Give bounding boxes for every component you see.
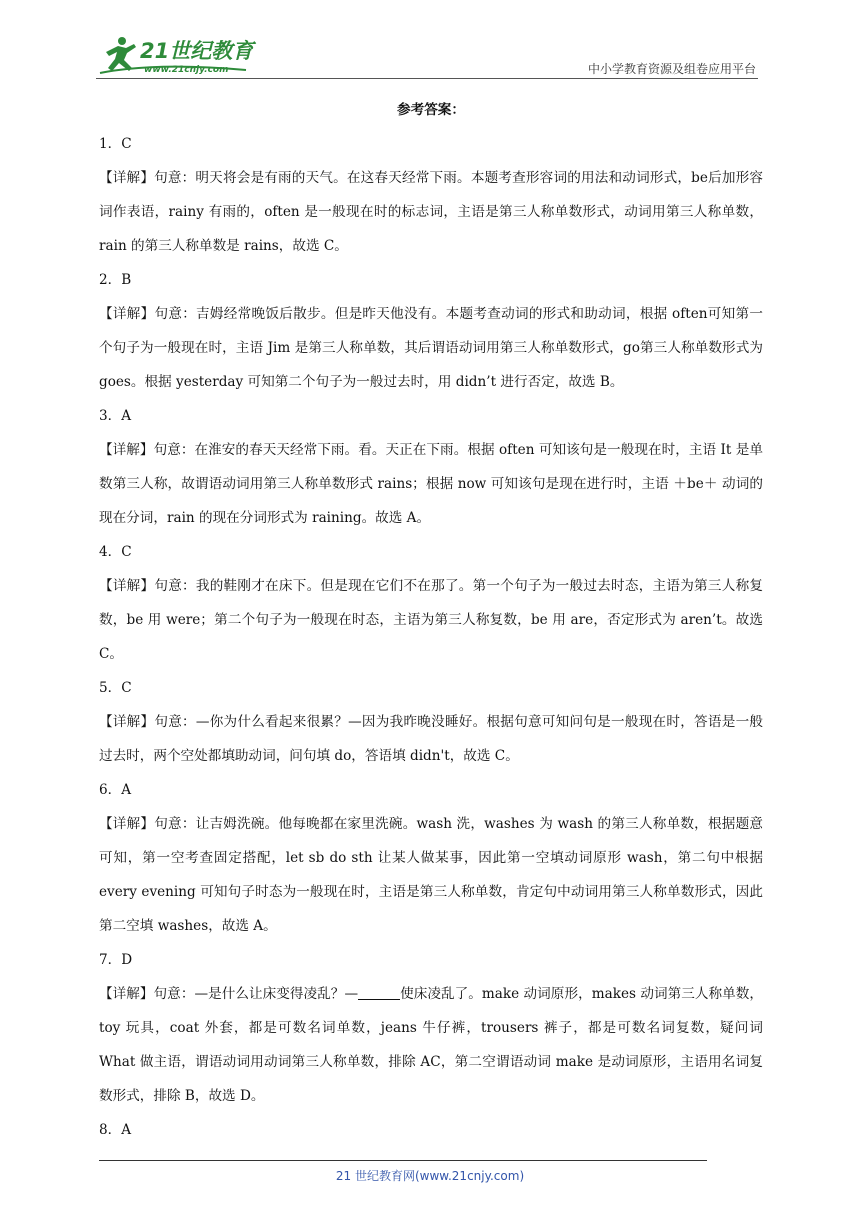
answer-item-8 <box>99 1113 763 1147</box>
answer-explanation <box>99 977 763 1113</box>
platform-name: 中小学教育资源及组卷应用平台 <box>587 62 756 76</box>
answer-label: 6．A <box>99 782 132 798</box>
answer-label: 4．C <box>99 544 132 560</box>
footer-divider <box>99 1160 707 1161</box>
answer-key <box>99 93 763 1147</box>
answer-label: 5．C <box>99 680 132 696</box>
answer-item-6 <box>99 773 763 943</box>
answer-item-5 <box>99 671 763 773</box>
answer-label: 3．A <box>99 408 132 424</box>
svg-text:21世纪教育: 21世纪教育 <box>140 39 254 63</box>
explanation-lead: 【详解】句意：—是什么让床变得凌乱？— <box>99 986 359 1002</box>
answer-explanation: 【详解】句意：我的鞋刚才在床下。但是现在它们不在那了。第一个句子为一般过去时态，主语为第三人称复数，be 用 were；第二个句子为一般现在时态，主语为第三人称复数，be 用 are，否定形式为 aren’t。故选 C。 <box>99 578 763 662</box>
answer-explanation: 【详解】句意：吉姆经常晚饭后散步。但是昨天他没有。本题考查动词的形式和助动词，根据 often可知第一个句子为一般现在时，主语 Jim 是第三人称单数，其后谓语动词用第三人称单数形式，go第三人称单数形式为 goes。根据 yesterday 可知第二个句子为一般过去时，用 didn’t 进行否定，故选 B。 <box>99 306 763 390</box>
answer-explanation: 【详解】句意：—你为什么看起来很累？—因为我昨晚没睡好。根据句意可知问句是一般现在时，答语是一般过去时，两个空处都填助动词，问句填 do，答语填 didn't，故选 C。 <box>99 714 763 764</box>
answer-label: 7．D <box>99 952 133 968</box>
answer-explanation: 【详解】句意：明天将会是有雨的天气。在这春天经常下雨。本题考查形容词的用法和动词形式，be后加形容词作表语，rainy 有雨的，often 是一般现在时的标志词，主语是第三人称单数形式，动词用第三人称单数，rain 的第三人称单数是 rains，故选 C。 <box>99 170 763 254</box>
answer-explanation: 【详解】句意：让吉姆洗碗。他每晚都在家里洗碗。wash 洗，washes 为 wash 的第三人称单数，根据题意可知，第一空考查固定搭配，let sb do sth 让某人做某事，因此第一空填动词原形 wash，第二句中根据 every evening 可知句子时态为一般现在时，主语是第三人称单数，肯定句中动词用第三人称单数形式，因此第二空填 washes，故选 A。 <box>99 816 763 934</box>
site-logo <box>96 32 266 78</box>
answer-label: 8．A <box>99 1122 132 1138</box>
answer-item-2 <box>99 263 763 399</box>
answer-item-1 <box>99 127 763 263</box>
fill-blank <box>358 985 400 1000</box>
answer-explanation: 【详解】句意：在淮安的春天天经常下雨。看。天正在下雨。根据 often 可知该句是一般现在时，主语 It 是单数第三人称，故谓语动词用第三人称单数形式 rains；根据 now 可知该句是现在进行时，主语 ＋be＋ 动词的现在分词，rain 的现在分词形式为 raining。故选 A。 <box>99 442 763 526</box>
explanation-rest: 使床凌乱了。make 动词原形，makes 动词第三人称单数，toy 玩具，coat 外套，都是可数名词单数，jeans 牛仔裤，trousers 裤子，都是可数名词复数，疑问词 What 做主语，谓语动词用动词第三人称单数，排除 AC，第二空谓语动词 make 是动词原形，主语用名词复数形式，排除 B，故选 D。 <box>99 986 764 1104</box>
answer-item-7 <box>99 943 763 1113</box>
answer-item-3 <box>99 399 763 535</box>
answer-label: 2．B <box>99 272 132 288</box>
page-footer: 21 世纪教育网(www.21cnjy.com) <box>335 1169 525 1183</box>
page-header <box>0 0 860 82</box>
answer-label: 1．C <box>99 136 132 152</box>
svg-text:www.21cnjy.com: www.21cnjy.com <box>144 65 229 75</box>
runner-icon <box>106 37 136 71</box>
header-divider <box>96 78 758 79</box>
page-title: 参考答案： <box>397 102 465 118</box>
answer-item-4 <box>99 535 763 671</box>
